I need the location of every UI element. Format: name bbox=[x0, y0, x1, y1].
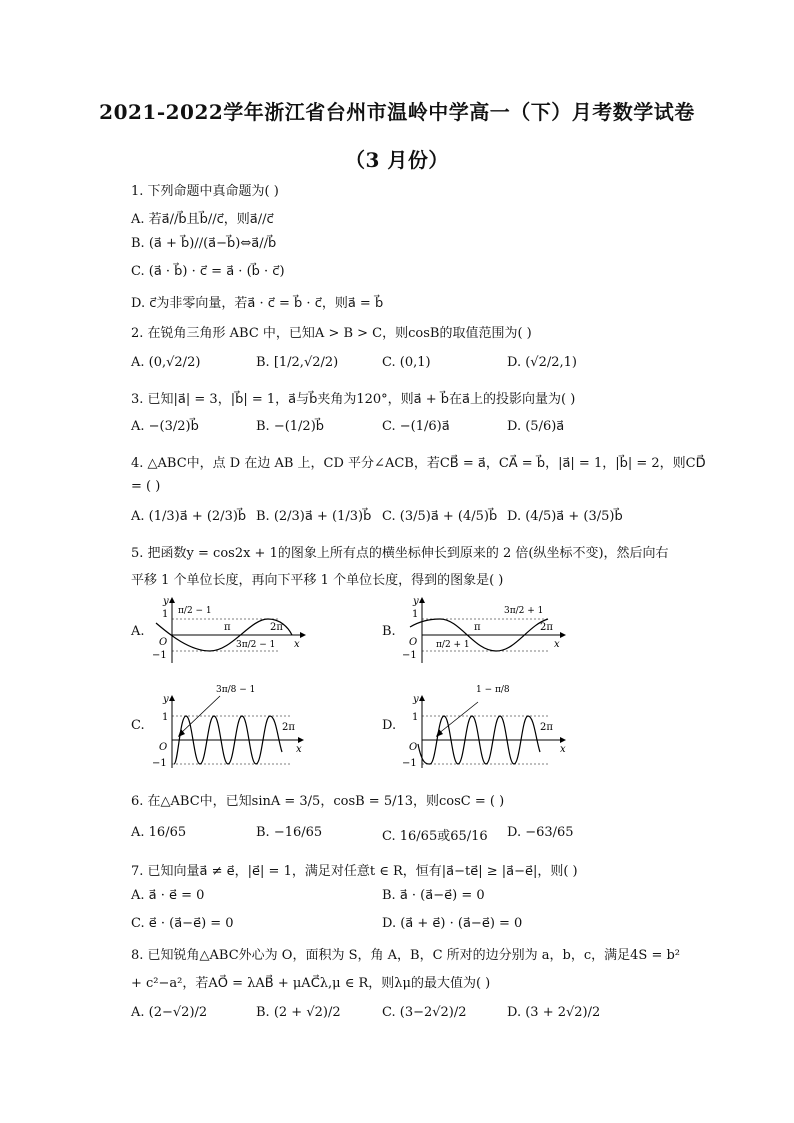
graph-b-one: 1 bbox=[412, 609, 419, 620]
q5-option-d: D. bbox=[382, 718, 397, 733]
exam-subtitle: （3 月份） bbox=[345, 148, 449, 172]
graph-c-y-label: y bbox=[163, 694, 169, 705]
question-8-stem-cont: + c²−a²，若AO⃗ = λAB⃗ + μAC⃗λ,μ ∈ R，则λμ的最大值为( ) bbox=[131, 976, 491, 991]
question-3-stem: 3. 已知|a⃗| = 3，|b⃗| = 1，a⃗与b⃗夹角为120°，则a⃗ + b⃗在a⃗上的投影向量为( ) bbox=[131, 392, 576, 407]
q7-option-d: D. (a⃗ + e⃗) · (a⃗−e⃗) = 0 bbox=[382, 916, 523, 931]
q7-option-a: A. a⃗ · e⃗ = 0 bbox=[131, 888, 205, 903]
graph-c bbox=[150, 680, 310, 770]
q6-option-b: B. −16/65 bbox=[256, 825, 323, 840]
question-8-stem: 8. 已知锐角△ABC外心为 O，面积为 S，角 A，B，C 所对的边分别为 a，b，c，满足4S = b² bbox=[131, 948, 680, 963]
graph-a-two-pi: 2π bbox=[270, 622, 283, 633]
q6-option-c: C. 16/65或65/16 bbox=[382, 829, 488, 844]
graph-a-pi: π bbox=[224, 622, 231, 633]
graph-c-neg-one: −1 bbox=[152, 758, 167, 769]
graph-b bbox=[400, 595, 568, 667]
graph-b-y-label: y bbox=[413, 596, 419, 607]
graph-b-label-top: 3π/2 + 1 bbox=[504, 606, 544, 616]
q3-option-d: D. (5/6)a⃗ bbox=[507, 419, 565, 434]
q5-option-c: C. bbox=[131, 718, 145, 733]
graph-a bbox=[150, 595, 310, 667]
q6-option-d: D. −63/65 bbox=[507, 825, 574, 840]
graph-b-neg-one: −1 bbox=[402, 650, 417, 661]
q8-option-c: C. (3−2√2)/2 bbox=[382, 1005, 467, 1020]
q7-option-b: B. a⃗ · (a⃗−e⃗) = 0 bbox=[382, 888, 485, 903]
graph-a-neg-one: −1 bbox=[152, 650, 167, 661]
q1-option-d: D. c⃗为非零向量，若a⃗ · c⃗ = b⃗ · c⃗，则a⃗ = b⃗ bbox=[131, 296, 384, 311]
exam-title: 2021-2022学年浙江省台州市温岭中学高一（下）月考数学试卷 bbox=[99, 100, 695, 124]
graph-c-two-pi: 2π bbox=[282, 722, 295, 733]
q2-option-a: A. (0,√2/2) bbox=[131, 355, 201, 370]
graph-b-x-label: x bbox=[554, 639, 560, 650]
graph-d-x-label: x bbox=[560, 744, 566, 755]
q5-option-a: A. bbox=[131, 624, 145, 639]
q5-option-b: B. bbox=[382, 624, 396, 639]
question-5-stem: 5. 把函数y = cos2x + 1的图象上所有点的横坐标伸长到原来的 2 倍(纵坐标不变)，然后向右 bbox=[131, 546, 669, 561]
question-7-stem: 7. 已知向量a⃗ ≠ e⃗，|e⃗| = 1，满足对任意t ∈ R，恒有|a⃗−te⃗| ≥ |a⃗−e⃗|，则( ) bbox=[131, 864, 578, 879]
question-5-stem-cont: 平移 1 个单位长度，再向下平移 1 个单位长度，得到的图象是( ) bbox=[131, 573, 504, 588]
q4-option-c: C. (3/5)a⃗ + (4/5)b⃗ bbox=[382, 509, 498, 524]
q4-option-d: D. (4/5)a⃗ + (3/5)b⃗ bbox=[507, 509, 623, 524]
q8-option-a: A. (2−√2)/2 bbox=[131, 1005, 208, 1020]
question-4-stem: 4. △ABC中，点 D 在边 AB 上，CD 平分∠ACB，若CB⃗ = a⃗，CA⃗ = b⃗，|a⃗| = 1，|b⃗| = 2，则CD⃗ bbox=[131, 456, 706, 471]
q1-option-a: A. 若a⃗//b⃗且b⃗//c⃗，则a⃗//c⃗ bbox=[131, 212, 274, 227]
q3-option-a: A. −(3/2)b⃗ bbox=[131, 419, 199, 434]
graph-a-one: 1 bbox=[162, 609, 169, 620]
q1-option-c: C. (a⃗ · b⃗) · c⃗ = a⃗ · (b⃗ · c⃗) bbox=[131, 264, 285, 279]
graph-b-two-pi: 2π bbox=[540, 622, 553, 633]
graph-d bbox=[400, 680, 570, 770]
q3-option-c: C. −(1/6)a⃗ bbox=[382, 419, 450, 434]
q3-option-b: B. −(1/2)b⃗ bbox=[256, 419, 325, 434]
graph-a-label-top: π/2 − 1 bbox=[178, 606, 212, 616]
graph-a-origin: O bbox=[159, 637, 168, 648]
q7-option-c: C. e⃗ · (a⃗−e⃗) = 0 bbox=[131, 916, 234, 931]
graph-c-x-label: x bbox=[296, 744, 302, 755]
graph-d-neg-one: −1 bbox=[402, 758, 417, 769]
graph-c-pointer bbox=[180, 696, 220, 734]
graph-c-origin: O bbox=[159, 742, 168, 753]
graph-a-x-label: x bbox=[294, 639, 300, 650]
q2-option-c: C. (0,1) bbox=[382, 355, 431, 370]
graph-b-origin: O bbox=[409, 637, 418, 648]
graph-d-y-label: y bbox=[413, 694, 419, 705]
graph-b-pi: π bbox=[474, 622, 481, 633]
graph-d-origin: O bbox=[409, 742, 418, 753]
q2-option-b: B. [1/2,√2/2) bbox=[256, 355, 339, 370]
q8-option-d: D. (3 + 2√2)/2 bbox=[507, 1005, 601, 1020]
q8-option-b: B. (2 + √2)/2 bbox=[256, 1005, 341, 1020]
q1-option-b: B. (a⃗ + b⃗)//(a⃗−b⃗)⇔a⃗//b⃗ bbox=[131, 236, 277, 251]
graph-c-one: 1 bbox=[162, 712, 169, 723]
graph-d-pointer bbox=[438, 702, 478, 734]
question-1-stem: 1. 下列命题中真命题为( ) bbox=[131, 184, 279, 199]
graph-a-y-label: y bbox=[163, 596, 169, 607]
q2-option-d: D. (√2/2,1) bbox=[507, 355, 577, 370]
question-6-stem: 6. 在△ABC中，已知sinA = 3/5，cosB = 5/13，则cosC = ( ) bbox=[131, 794, 505, 809]
graph-d-one: 1 bbox=[412, 712, 419, 723]
graph-b-label-bottom: π/2 + 1 bbox=[436, 640, 470, 650]
question-4-stem-cont: = ( ) bbox=[131, 479, 161, 494]
graph-d-label-top: 1 − π/8 bbox=[476, 685, 510, 695]
q6-option-a: A. 16/65 bbox=[131, 825, 187, 840]
graph-d-two-pi: 2π bbox=[540, 722, 553, 733]
q4-option-a: A. (1/3)a⃗ + (2/3)b⃗ bbox=[131, 509, 247, 524]
question-2-stem: 2. 在锐角三角形 ABC 中，已知A > B > C，则cosB的取值范围为( ) bbox=[131, 326, 532, 341]
q4-option-b: B. (2/3)a⃗ + (1/3)b⃗ bbox=[256, 509, 372, 524]
graph-c-label-top: 3π/8 − 1 bbox=[216, 685, 256, 695]
graph-a-label-bottom: 3π/2 − 1 bbox=[236, 640, 276, 650]
